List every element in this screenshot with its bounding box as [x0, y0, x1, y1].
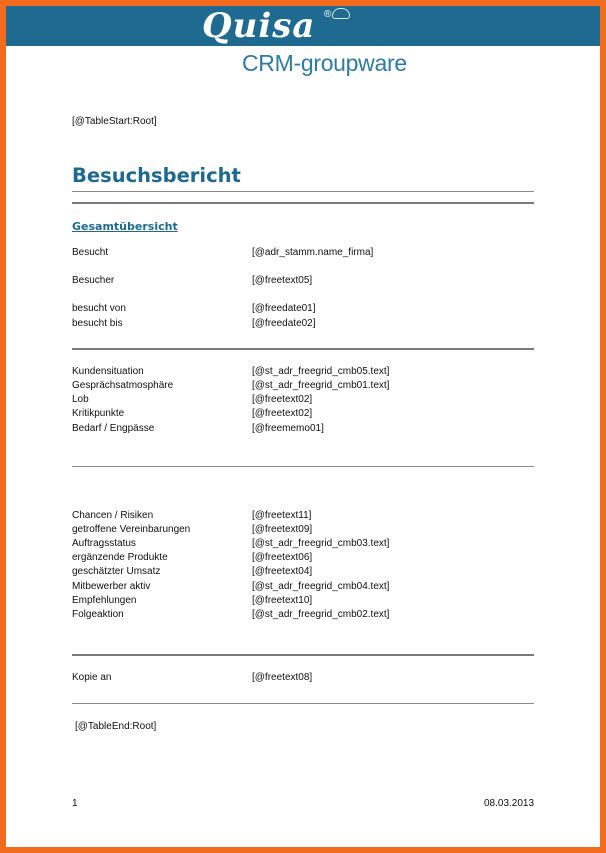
field-value: [@st_adr_freegrid_cmb04.text]	[252, 581, 390, 592]
logo-product-name: CRM-groupware	[242, 50, 407, 76]
field-label: Auftragsstatus	[72, 538, 136, 549]
field-label: besucht bis	[72, 318, 123, 329]
field-label: Besucht	[72, 247, 109, 258]
field-value: [@freetext09]	[252, 524, 313, 535]
field-label: ergänzende Produkte	[72, 552, 168, 563]
page-number: 1	[72, 798, 78, 809]
document-page	[6, 6, 600, 847]
field-value: [@freetext02]	[252, 394, 313, 405]
field-value: [@freetext10]	[252, 595, 313, 606]
section-rule	[72, 703, 534, 704]
field-value: [@freetext05]	[252, 275, 313, 286]
field-label: Lob	[72, 394, 89, 405]
field-label: Kritikpunkte	[72, 408, 125, 419]
logo-brand: Quisa	[202, 6, 316, 46]
section-title: Gesamtübersicht	[72, 220, 178, 233]
field-value: [@freedate02]	[252, 318, 316, 329]
field-label: Kopie an	[72, 672, 112, 683]
field-value: [@st_adr_freegrid_cmb02.text]	[252, 609, 390, 620]
field-label: Besucher	[72, 275, 115, 286]
page-title: Besuchsbericht	[72, 164, 241, 187]
title-rule	[72, 191, 534, 192]
field-label: Empfehlungen	[72, 595, 137, 606]
field-label: Chancen / Risiken	[72, 510, 154, 521]
field-label: getroffene Vereinbarungen	[72, 524, 191, 535]
section-rule	[72, 348, 534, 350]
field-value: [@adr_stamm.name_firma]	[252, 247, 374, 258]
field-value: [@freetext08]	[252, 672, 313, 683]
field-value: [@freedate01]	[252, 303, 316, 314]
field-value: [@freetext02]	[252, 408, 313, 419]
table-start-field: [@TableStart:Root]	[72, 116, 157, 127]
footer-date: 08.03.2013	[484, 798, 535, 809]
field-value: [@st_adr_freegrid_cmb05.text]	[252, 366, 390, 377]
table-end-field: [@TableEnd:Root]	[75, 721, 157, 732]
field-label: besucht von	[72, 303, 126, 314]
field-value: [@st_adr_freegrid_cmb03.text]	[252, 538, 390, 549]
cloud-icon	[332, 8, 350, 19]
field-label: Bedarf / Engpässe	[72, 423, 155, 434]
section-rule	[72, 654, 534, 656]
title-rule-thick	[72, 202, 534, 204]
section-rule	[72, 466, 534, 467]
field-value: [@freememo01]	[252, 423, 324, 434]
field-label: Kundensituation	[72, 366, 144, 377]
field-value: [@freetext11]	[252, 510, 312, 521]
field-value: [@freetext06]	[252, 552, 313, 563]
field-label: Gesprächsatmosphäre	[72, 380, 174, 391]
field-label: geschätzter Umsatz	[72, 566, 161, 577]
field-value: [@st_adr_freegrid_cmb01.text]	[252, 380, 390, 391]
logo-registered-mark: ®	[324, 9, 332, 20]
field-value: [@freetext04]	[252, 566, 313, 577]
field-label: Mitbewerber aktiv	[72, 581, 151, 592]
field-label: Folgeaktion	[72, 609, 124, 620]
